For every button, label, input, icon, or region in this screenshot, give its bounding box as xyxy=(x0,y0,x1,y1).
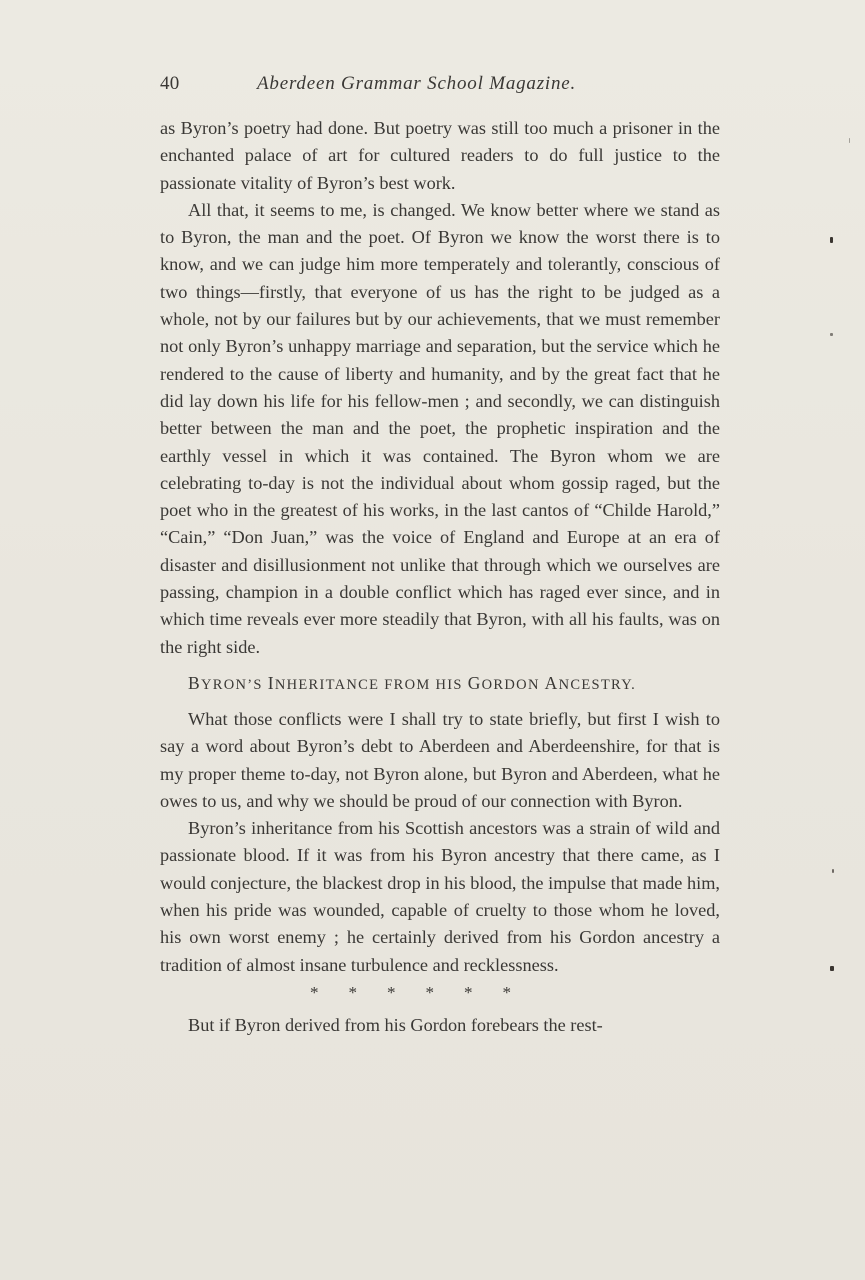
section-heading xyxy=(160,670,720,698)
page-number: 40 xyxy=(160,73,180,94)
section-break-asterisks xyxy=(160,979,720,1006)
asterisk: * xyxy=(425,982,434,1002)
asterisk: * xyxy=(464,982,473,1002)
running-title: Aberdeen Grammar School Magazine. xyxy=(257,73,577,94)
heading-word: NCESTRY. xyxy=(558,676,637,693)
paragraph-2: All that, it seems to me, is changed. We know better where we stand as to Byron, the man and the poet. Of Byron we know the worst there is to know, and we can judge him more temperately and tolerantly, conscious of two things—firstly, that everyone of us has the right to be judged as a whole, not by our failures but by our achievements, that we must remember not only Byron’s unhappy marriage and separation, but the service which he rendered to the cause of liberty and humanity, and by the great fact that he did lay down his life for his fellow-men ; and secondly, we can distinguish better between the man and the poet, the prophetic inspiration and the earthly vessel in which it was contained. The Byron whom we are celebrating to-day is not the individual about whom gossip raged, but the poet who in the greatest of his works, in the last cantos of “Childe Harold,” “Cain,” “Don Juan,” was the voice of England and Europe at an era of disaster and disillusionment not unlike that through which we ourselves are passing, champion in a double conflict which has raged ever since, and in which time reveals ever more steadily that Byron, with all his faults, was on the right side. xyxy=(160,199,720,657)
heading-initial: B xyxy=(188,672,201,693)
scan-speck xyxy=(830,237,833,243)
body-text xyxy=(160,115,720,1039)
scan-speck xyxy=(830,333,833,336)
heading-word: FROM xyxy=(384,676,431,693)
paragraph-4: Byron’s inheritance from his Scottish ancestors was a strain of wild and passionate blood. If it was from his Byron ancestry that there came, as I would conjecture, the blackest drop in his blood, the impulse that made him, when his pride was wounded, capable of cruelty to those whom he loved, his own worst enemy ; he certainly derived from his Gordon ancestry a tradition of almost insane turbulence and recklessness. xyxy=(160,818,720,975)
heading-word: HIS xyxy=(435,676,463,693)
asterisk: * xyxy=(387,982,396,1002)
page-header xyxy=(160,70,720,98)
scan-speck xyxy=(832,869,834,873)
heading-initial: I xyxy=(267,672,275,693)
asterisk: * xyxy=(310,982,319,1002)
paragraph-5: But if Byron derived from his Gordon forebears the rest- xyxy=(188,1014,603,1035)
heading-word: ORDON xyxy=(481,676,540,693)
paragraph-3: What those conflicts were I shall try to state briefly, but first I wish to say a word about Byron’s debt to Aberdeen and Aberdeenshire, for that is my proper theme to-day, not Byron alone, but Byron and Aberdeen, what he owes to us, and why we should be proud of our connection with Byron. xyxy=(160,708,720,811)
asterisk: * xyxy=(348,982,357,1002)
scan-speck xyxy=(830,966,834,971)
asterisk: * xyxy=(502,982,511,1002)
heading-word: YRON’S xyxy=(200,676,263,693)
heading-initial: A xyxy=(544,672,559,693)
heading-word: NHERITANCE xyxy=(274,676,380,693)
paragraph-1: as Byron’s poetry had done. But poetry was still too much a prisoner in the enchanted palace of art for cultured readers to do full justice to the passionate vitality of Byron’s best work. xyxy=(160,118,720,193)
heading-initial: G xyxy=(467,672,482,693)
scan-speck xyxy=(849,138,850,143)
